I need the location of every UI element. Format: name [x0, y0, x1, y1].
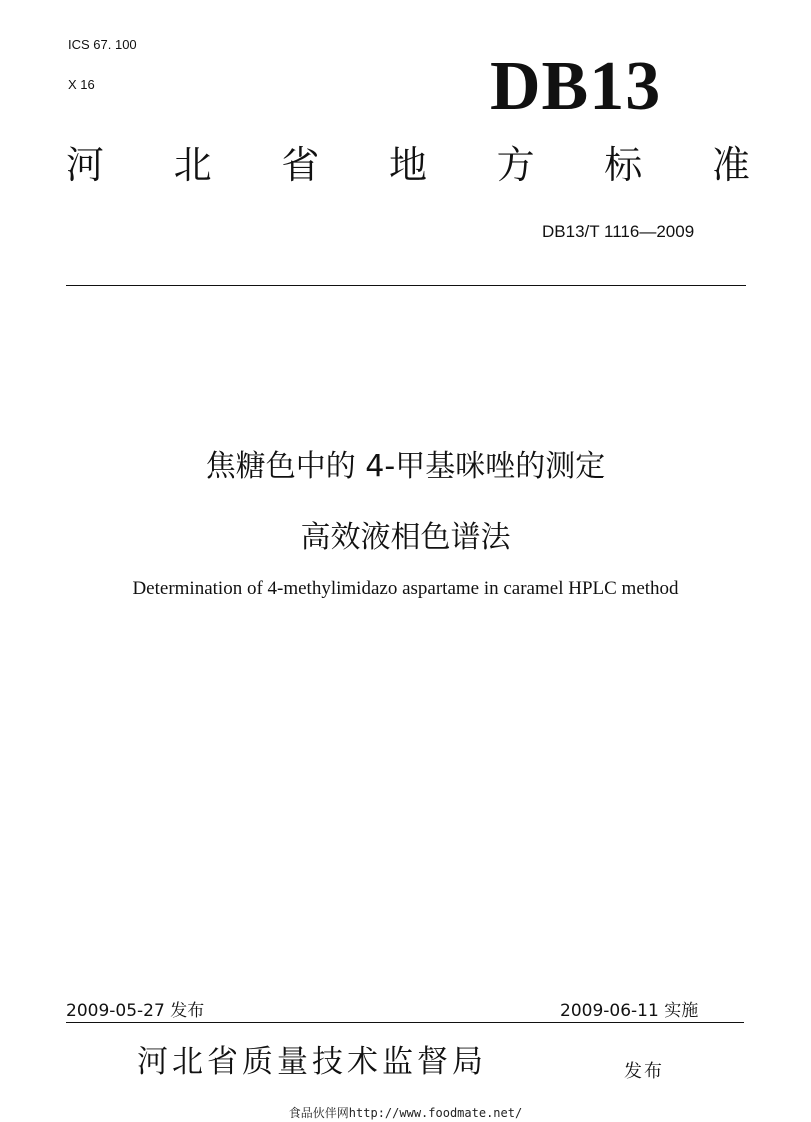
local-standard-char: 河	[66, 143, 105, 187]
db-logo: DB13	[490, 48, 662, 125]
top-divider	[66, 285, 746, 286]
issuing-authority-suffix: 发布	[624, 1061, 664, 1082]
title-english: Determination of 4-methylimidazo aspartame in caramel HPLC method	[132, 578, 679, 599]
local-standard-char: 标	[604, 143, 643, 187]
bottom-divider	[66, 1022, 744, 1023]
title-chinese-line-1: 焦糖色中的 4-甲基咪唑的测定	[205, 449, 606, 484]
implementation-date: 2009-06-11 实施	[560, 1001, 699, 1021]
classification-code: X 16	[68, 77, 95, 92]
issue-date: 2009-05-27 发布	[66, 1001, 205, 1021]
local-standard-char: 北	[173, 143, 212, 187]
standard-code: DB13/T 1116—2009	[542, 222, 695, 241]
local-standard-char: 准	[711, 143, 750, 187]
local-standard-char: 省	[281, 143, 320, 187]
title-chinese-line-2: 高效液相色谱法	[300, 520, 511, 555]
footer-url[interactable]: 食品伙伴网http://www.foodmate.net/	[288, 1106, 523, 1120]
local-standard-heading	[66, 143, 750, 187]
local-standard-char: 方	[496, 143, 535, 187]
issuing-authority: 河北省质量技术监督局	[137, 1044, 487, 1080]
ics-code: ICS 67. 100	[68, 37, 137, 52]
local-standard-char: 地	[388, 143, 427, 187]
